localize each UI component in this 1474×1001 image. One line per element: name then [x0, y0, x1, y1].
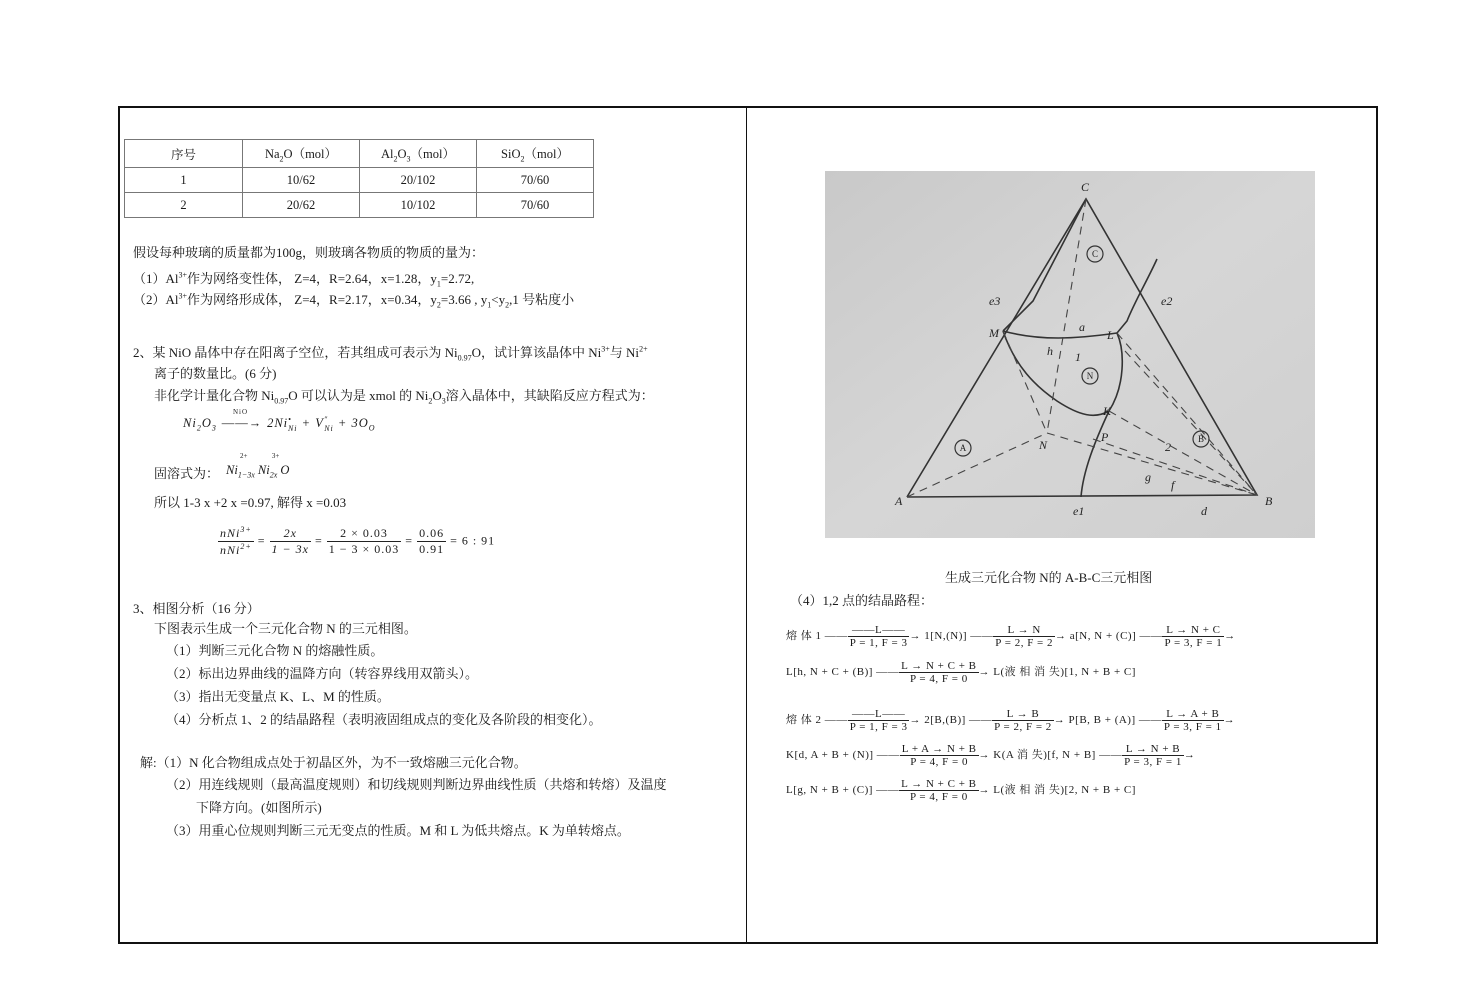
table-header-row: [125, 140, 594, 168]
answer-2-cont: 下降方向。(如图所示): [196, 800, 322, 815]
question-4-heading: （4）1,2 点的结晶路程：: [790, 593, 934, 608]
point-label-p: P: [1101, 430, 1109, 444]
table-header-cell: 序号: [125, 140, 243, 168]
vertex-label-b: B: [1265, 494, 1273, 508]
vertex-label-a: A: [895, 494, 903, 508]
point-label-f: f: [1171, 478, 1175, 492]
svg-text:N: N: [1086, 371, 1094, 381]
solution-line: 所以 1-3 x +2 x =0.97, 解得 x =0.03: [154, 495, 347, 510]
point-label-m: M: [989, 326, 999, 340]
question-2-cont: 离子的数量比。(6 分): [154, 366, 277, 381]
table-header-cell: SiO$_2$（mol）: [477, 140, 594, 168]
table-cell: 70/60: [477, 193, 594, 218]
point-label-l: L: [1107, 328, 1114, 342]
answer-2: （2）用连线规则（最高温度规则）和切线规则判断边界曲线性质（共熔和转熔）及温度: [166, 777, 667, 792]
table-cell: 20/62: [243, 193, 360, 218]
table-header-cell: $Na_2O(mol)$: [243, 140, 360, 168]
melt-2-path-line-2: K[d, A + B + (N)] —— $\frac{L + A \to N + B}{P = 4, F = 0}$ → K(A 消 失)[f, N + B] —— $\frac{L \to N + B}{P = 3, F = 1}$ →: [786, 743, 1196, 768]
point-label-g: g: [1145, 470, 1151, 484]
answer-line-2: $(2)Al^{3+}$作为网络形成体， Z=4，R=2.17，x=0.34，$y_2=3.66$ , $y_1<y_2,1$ 号粘度小: [133, 291, 575, 310]
melt-1-path-line-2: L[h, N + C + (B)] —— $\frac{L \to N + C + B}{P = 4, F = 0}$ → L(液 相 消 失)[1, N + B + C]: [786, 660, 1136, 685]
solid-solution-formula: 2+ $Ni_{1-3x}$ 3+ $Ni_{2x}$ O: [226, 452, 290, 480]
question-3-item: （3）指出无变量点 K、L、M 的性质。: [166, 689, 390, 704]
question-3-item: （2）标出边界曲线的温降方向（转容界线用双箭头）。: [166, 666, 479, 681]
svg-text:C: C: [1091, 249, 1099, 259]
table-row: [125, 193, 594, 218]
melt-2-path-line-1: 熔 体 2 —— $\frac{——L——}{P = 1, F = 3}$ → 2[B,(B)] —— $\frac{L \to B}{P = 2, F = 2}$ → P[B, B + (A)] —— $\frac{L \to A + B}{P = 3, F = 1}$ →: [786, 708, 1236, 733]
answer-1: 解:（1）N 化合物组成点处于初晶区外，为不一致熔融三元化合物。: [140, 755, 527, 770]
table-cell: 1: [125, 168, 243, 193]
phase-diagram-photo: [825, 171, 1315, 538]
table-cell: 70/60: [477, 168, 594, 193]
point-label-e2: e2: [1161, 294, 1173, 308]
point-label-e1: e1: [1073, 504, 1085, 518]
question-2-defect: 非化学计量化合物 $Ni_{0.97}O$ 可以认为是 xmol 的 $Ni_2O_3$溶入晶体中，其缺陷反应方程式为：: [154, 388, 654, 406]
table-header-cell: $Al_2O_3(mol)$: [360, 140, 477, 168]
point-label-k: K: [1103, 404, 1112, 418]
defect-equation: $Ni_2O_3$ NiO ——→ $2Ni^•_{Ni} + V''_{Ni} + 3O_O$: [183, 408, 376, 433]
table-row: [125, 168, 594, 193]
diagram-caption: 生成三元化合物 N的 A-B-C三元相图: [945, 570, 1153, 585]
question-3-intro: 下图表示生成一个三元化合物 N 的三元相图。: [154, 621, 417, 636]
point-label-d: d: [1201, 504, 1207, 518]
point-label-2: 2: [1165, 440, 1171, 454]
question-3-title: 3、相图分析（16 分）: [133, 601, 260, 616]
point-label-1: 1: [1075, 350, 1081, 364]
table-cell: 2: [125, 193, 243, 218]
point-label-a-small: a: [1079, 320, 1085, 334]
table-cell: 10/62: [243, 168, 360, 193]
table-cell: 10/102: [360, 193, 477, 218]
point-label-h: h: [1047, 344, 1053, 358]
question-3-item: （1）判断三元化合物 N 的熔融性质。: [166, 643, 384, 658]
svg-text:A: A: [959, 443, 967, 453]
assumption-text: 假设每种玻璃的质量都为100g，则玻璃各物质的物质的量为：: [133, 245, 485, 260]
solid-solution-label: 固溶式为：: [154, 466, 220, 481]
column-divider: [746, 106, 747, 944]
question-3-item: （4）分析点 1、2 的结晶路程（表明液固组成点的变化及各阶段的相变化）。: [166, 712, 602, 727]
ratio-equation: $\frac{nNi^{3+}}{nNi^{2+}}$ = $\frac{2x}{1 - 3x}$ = $\frac{2 \times 0.03}{1 - 3 \times 0.03}$ = $\frac{0.06}{0.91}$ = 6 : 91: [220, 525, 496, 557]
svg-text:B: B: [1197, 434, 1205, 444]
question-2: 2、某 NiO 晶体中存在阳离子空位，若其组成可表示为 $Ni_{0.97}O$，试计算该晶体中 $Ni^{3+}$与 $Ni^{2+}$: [133, 344, 648, 363]
answer-3: （3）用重心位规则判断三元无变点的性质。M 和 L 为低共熔点。K 为单转熔点。: [166, 823, 630, 838]
table-cell: 20/102: [360, 168, 477, 193]
point-label-e3: e3: [989, 294, 1001, 308]
composition-table: [124, 139, 594, 218]
melt-2-path-line-3: L[g, N + B + (C)] —— $\frac{L \to N + C + B}{P = 4, F = 0}$ → L(液 相 消 失)[2, N + B + C]: [786, 778, 1136, 803]
melt-1-path-line-1: 熔 体 1 —— $\frac{——L——}{P = 1, F = 3}$ → 1[N,(N)] —— $\frac{L \to N}{P = 2, F = 2}$ → a[N, N + (C)] —— $\frac{L \to N + C}{P = 3, F = 1}$ →: [786, 624, 1236, 649]
answer-line-1: $(1)Al^{3+}$作为网络变性体， Z=4，R=2.64，x=1.28，$y_1=2.72$,: [133, 270, 475, 289]
vertex-label-c: C: [1081, 180, 1090, 194]
point-label-n: N: [1039, 438, 1048, 452]
